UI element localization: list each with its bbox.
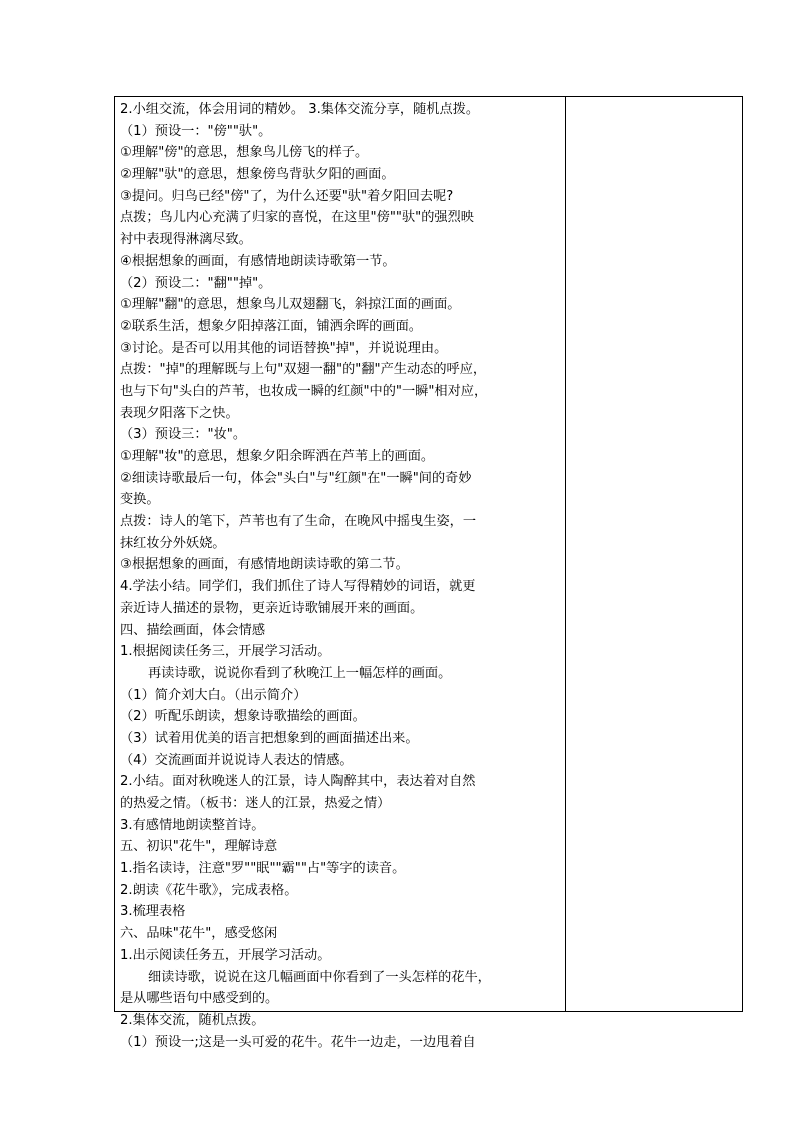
text-line: 2.朗读《花牛歌》，完成表格。 <box>120 882 298 898</box>
text-line: 点拨：诗人的笔下，芦苇也有了生命，在晚风中摇曳生姿，一 <box>120 514 477 530</box>
text-line: （1）简介刘大白。（出示简介） <box>120 687 307 703</box>
text-line: 1.出示阅读任务五，开展学习活动。 <box>120 947 331 963</box>
text-line: 4.学法小结。同学们，我们抓住了诗人写得精妙的词语，就更 <box>120 579 476 595</box>
text-line: 细读诗歌，说说在这几幅画面中你看到了一头怎样的花牛， <box>148 969 491 985</box>
text-line: 2.小组交流，体会用词的精妙。 3.集体交流分享，随机点拨。 <box>120 102 480 117</box>
text-line: 点拨："掉"的理解既与上句"双翅一翻"的"翻"产生动态的呼应， <box>120 362 487 378</box>
text-line: ②理解"驮"的意思，想象傍鸟背驮夕阳的画面。 <box>120 167 395 183</box>
text-line: ①理解"妆"的意思，想象夕阳余晖洒在芦苇上的画面。 <box>120 449 435 464</box>
text-line: 3.梳理表格 <box>120 904 186 920</box>
text-line: 1.指名读诗，注意"罗""眠""霸""占"等字的读音。 <box>120 861 406 877</box>
text-line: 2.小结。面对秋晚迷人的江景，诗人陶醉其中，表达着对自然 <box>120 774 476 790</box>
text-line: （1）预设一;这是一头可爱的花牛。花牛一边走，一边甩着自 <box>120 1034 476 1050</box>
text-line: 四、描绘画面，体会情感 <box>120 622 266 638</box>
lesson-plan-table <box>114 96 743 1050</box>
text-line: 的热爱之情。（板书：迷人的江景，热爱之情） <box>120 796 391 811</box>
text-line: （1）预设一："傍""驮"。 <box>120 123 272 139</box>
text-line: （2）听配乐朗读，想象诗歌描绘的画面。 <box>120 709 366 725</box>
text-line: ③讨论。是否可以用其他的词语替换"掉"，并说说理由。 <box>120 340 448 356</box>
text-line: （3）试着用优美的语言把想象到的画面描述出来。 <box>120 730 419 746</box>
text-line: 表现夕阳落下之快。 <box>120 405 239 421</box>
text-line: 2.集体交流，随机点拨。 <box>120 1012 265 1028</box>
text-line: （4）交流画面并说说诗人表达的情感。 <box>120 752 353 768</box>
text-line: ④根据想象的画面，有感情地朗读诗歌第一节。 <box>120 253 396 269</box>
teaching-process-column <box>115 97 566 1050</box>
text-line: 六、品味"花牛"，感受悠闲 <box>120 926 278 942</box>
text-line: 抹红妆分外妖娆。 <box>120 535 226 551</box>
text-line: 亲近诗人描述的景物，更亲近诗歌铺展开来的画面。 <box>120 600 424 616</box>
text-line: ①理解"傍"的意思，想象鸟儿傍飞的样子。 <box>120 145 369 161</box>
text-line: 1.根据阅读任务三，开展学习活动。 <box>120 644 331 660</box>
text-line: （3）预设三："妆"。 <box>120 427 247 443</box>
text-line: ②联系生活，想象夕阳掉落江面，铺洒余晖的画面。 <box>120 318 422 334</box>
notes-column <box>566 97 742 1011</box>
text-line: ②细读诗歌最后一句，体会"头白"与"红颜"在"一瞬"间的奇妙 <box>120 470 472 486</box>
text-line: 是从哪些语句中感受到的。 <box>120 991 279 1007</box>
text-line: 五、初识"花牛"，理解诗意 <box>120 839 278 855</box>
text-line: 也与下句"头白的芦苇，也妆成一瞬的红颜"中的"一瞬"相对应， <box>120 383 488 399</box>
text-line: 衬中表现得淋漓尽致。 <box>120 232 252 248</box>
text-line: （2）预设二："翻""掉"。 <box>120 275 272 291</box>
text-line: 点拨；鸟儿内心充满了归家的喜悦，在这里"傍""驮"的强烈映 <box>120 210 474 226</box>
text-line: 再读诗歌，说说你看到了秋晚江上一幅怎样的画面。 <box>148 665 452 681</box>
text-line: 变换。 <box>120 492 160 508</box>
text-line: ①理解"翻"的意思，想象鸟儿双翅翻飞，斜掠江面的画面。 <box>120 297 461 313</box>
text-line: 3.有感情地朗读整首诗。 <box>120 817 265 833</box>
text-line: ③根据想象的画面，有感情地朗读诗歌的第二节。 <box>120 557 409 573</box>
text-line: ③提问。归鸟已经"傍"了，为什么还要"驮"着夕阳回去呢? <box>120 188 454 204</box>
